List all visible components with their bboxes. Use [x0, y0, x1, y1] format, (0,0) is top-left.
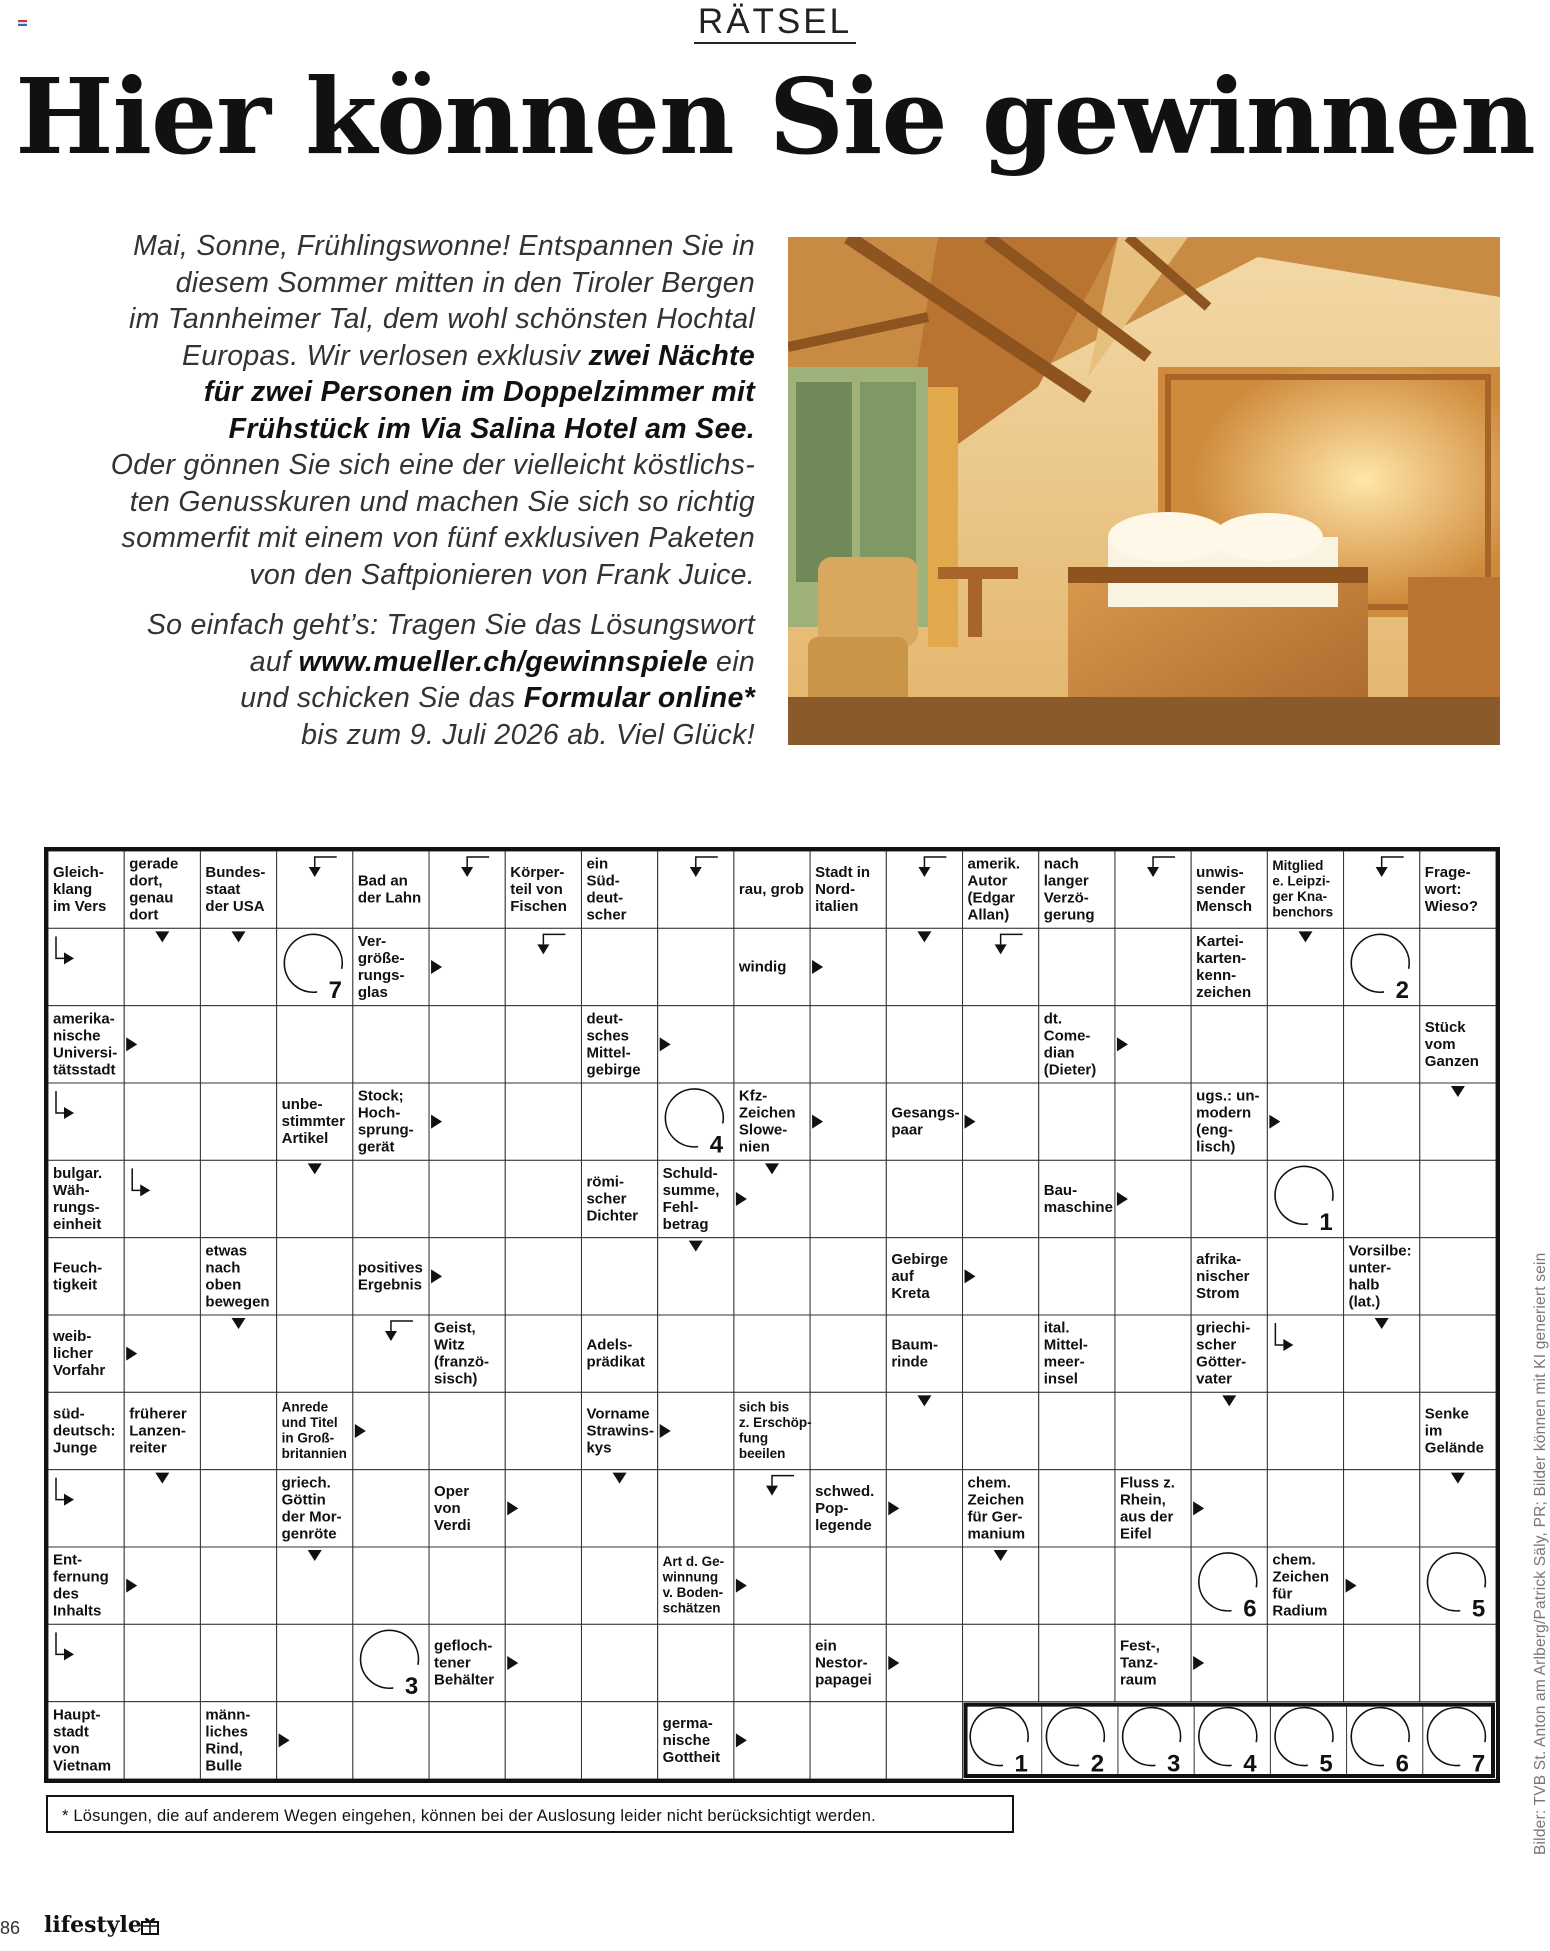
solution-slot-number: 3: [1166, 1750, 1181, 1778]
answer-cell: [505, 1160, 581, 1237]
intro-line: [40, 520, 755, 557]
clue-text: dt. Come-dian (Dieter): [1043, 1010, 1097, 1079]
answer-cell: [581, 1624, 657, 1701]
answer-cell: [353, 1702, 429, 1779]
clue-text: Fest-, Tanz-raum: [1119, 1637, 1160, 1689]
body-text: So einfach geht’s: Tragen Sie das Lösungswort: [146, 609, 755, 641]
answer-cell: [581, 928, 657, 1005]
body-text: ten Genusskuren und machen Sie sich so richtig: [129, 485, 755, 518]
clue-text: germa-nische Gottheit: [662, 1714, 721, 1766]
answer-cell: [886, 1547, 962, 1624]
answer-cell: [1420, 1238, 1496, 1315]
clue-text: geflоch-tener Behälter: [434, 1637, 495, 1689]
answer-cell: [505, 1702, 581, 1779]
clue-text: unwis-sender Mensch: [1196, 864, 1253, 916]
solution-marker-number: 6: [1243, 1595, 1257, 1623]
headline: Hier können Sie gewinnen: [15, 55, 1535, 178]
answer-cell: [277, 1315, 353, 1392]
solution-slot-number: 4: [1243, 1750, 1257, 1778]
clue-text: sich bis z. Erschöp-fung beeilen: [738, 1399, 812, 1461]
clue-text: Mitglied e. Leipzi-ger Kna-benchors: [1272, 858, 1334, 920]
clue-text: Feuch-tigkeit: [53, 1259, 103, 1294]
intro-line: [40, 411, 755, 448]
clue-text: griechi-scher Götter-vater: [1196, 1319, 1251, 1388]
answer-cell: [1039, 1624, 1115, 1701]
clue-text: Schuld-summe, Fehl-betrag: [662, 1165, 720, 1233]
answer-cell: [1344, 1160, 1420, 1237]
answer-cell: [963, 1315, 1039, 1392]
solution-marker-number: 2: [1395, 976, 1409, 1004]
clue-text: Bau-maschine: [1043, 1182, 1113, 1216]
answer-cell: [1344, 1083, 1420, 1160]
answer-cell: [1344, 1392, 1420, 1469]
clue-text: Frage-wort: Wieso?: [1424, 864, 1478, 916]
answer-cell: [1191, 1160, 1267, 1237]
answer-cell: [429, 1160, 505, 1237]
clue-text: Bundes-staat der USA: [205, 864, 266, 916]
clue-text: Körper-teil von Fischen: [510, 864, 567, 916]
answer-cell: [886, 1702, 962, 1779]
clue-text: Art d. Ge-winnung v. Boden-schätzen: [662, 1554, 725, 1616]
answer-cell: [963, 1160, 1039, 1237]
clue-text: chem. Zeichen für Radium: [1272, 1551, 1330, 1620]
clue-text: amerika-nische Universi-tätsstadt: [53, 1010, 118, 1079]
body-text: auf: [249, 645, 299, 678]
clue-text: Ver-größe-rungs-glas: [357, 933, 405, 1001]
answer-cell: [1039, 1083, 1115, 1160]
intro-line: [40, 607, 755, 644]
answer-cell: [1115, 1392, 1191, 1469]
body-text: Mai, Sonne, Frühlingswonne! Entspannen Sie in: [133, 230, 755, 262]
answer-cell: [1420, 1160, 1496, 1237]
clue-text: Gleich-klang im Vers: [53, 864, 107, 916]
intro-line: [40, 680, 755, 717]
answer-cell: [353, 1006, 429, 1083]
answer-cell: [1344, 1470, 1420, 1547]
intro-line: [40, 374, 755, 411]
crossword-grid: [48, 851, 1496, 1779]
clue-text: Vorsilbe: unter-halb (lat.): [1348, 1242, 1412, 1311]
answer-cell: [1115, 1238, 1191, 1315]
answer-cell: [1115, 1315, 1191, 1392]
answer-cell: [1267, 1470, 1343, 1547]
clue-text: Stock; Hoch-sprung-gerät: [357, 1087, 414, 1156]
clue-text: Adels-prädikat: [586, 1336, 645, 1371]
answer-cell: [1420, 928, 1496, 1005]
answer-cell: [429, 1702, 505, 1779]
brand-logo: lifestyle: [44, 1912, 142, 1938]
solution-marker-number: 5: [1471, 1595, 1486, 1623]
clue-text: Bad an der Lahn: [357, 872, 422, 907]
body-text: diesem Sommer mitten in den Tiroler Bergen: [175, 266, 755, 299]
solution-slot-number: 6: [1395, 1750, 1409, 1778]
intro-line: [40, 557, 755, 594]
intro-line: [40, 338, 755, 375]
answer-cell: [200, 1392, 276, 1469]
answer-cell: [200, 1083, 276, 1160]
clue-text: Kfz-Zeichen Slowe-nien: [738, 1087, 796, 1156]
clue-text: Senke im Gelände: [1424, 1405, 1484, 1457]
answer-cell: [48, 1624, 124, 1701]
clue-text: früherer Lanzen-reiter: [129, 1405, 187, 1457]
clue-text: römi-scher Dichter: [586, 1173, 639, 1225]
clue-text: nach langer Verzö-gerung: [1043, 855, 1095, 924]
body-text: von den Saftpionieren von Frank Juice.: [249, 558, 755, 591]
clue-text: afrika-nischer Strom: [1196, 1250, 1250, 1302]
solution-slot-number: 2: [1090, 1750, 1105, 1778]
answer-cell: [1191, 1006, 1267, 1083]
clue-text: gerade dort, genau dort: [129, 855, 179, 924]
clue-text: Stück vom Ganzen: [1424, 1018, 1479, 1070]
clue-text: windig: [738, 958, 787, 976]
highlight-text: Formular online*: [523, 682, 755, 714]
answer-cell: [1039, 1470, 1115, 1547]
clue-text: amerik. Autor (Edgar Allan): [967, 855, 1021, 924]
clue-text: Anrede und Titel in Groß-britannien: [281, 1399, 347, 1461]
answer-cell: [277, 1624, 353, 1701]
answer-cell: [505, 1392, 581, 1469]
highlight-text: zwei Nächte: [588, 339, 755, 372]
gift-icon: [140, 1916, 160, 1936]
answer-cell: [734, 1315, 810, 1392]
answer-cell: [505, 1083, 581, 1160]
answer-cell: [1344, 1624, 1420, 1701]
answer-cell: [658, 1624, 734, 1701]
intro-line: [40, 447, 755, 484]
answer-cell: [810, 1006, 886, 1083]
answer-cell: [353, 1547, 429, 1624]
intro-line: [40, 301, 755, 338]
clue-text: Geist, Witz (franzö-sisch): [434, 1319, 490, 1388]
highlight-text: für zwei Personen im Doppelzimmer mit: [203, 376, 755, 408]
answer-cell: [353, 1160, 429, 1237]
body-text: ein: [707, 645, 755, 678]
answer-cell: [1039, 1547, 1115, 1624]
answer-cell: [734, 1006, 810, 1083]
solution-slot-number: 7: [1471, 1750, 1486, 1778]
answer-cell: [200, 1160, 276, 1237]
footnote: * Lösungen, die auf anderem Wegen eingehen, können bei der Auslosung leider nicht berücksichtigt werden.: [46, 1795, 1014, 1833]
intro-line: [40, 228, 755, 265]
clue-text: Fluss z. Rhein, aus der Eifel: [1119, 1474, 1175, 1543]
solution-marker-number: 7: [328, 976, 343, 1004]
answer-cell: [200, 1006, 276, 1083]
intro-line: [40, 644, 755, 681]
answer-cell: [963, 1006, 1039, 1083]
answer-cell: [1115, 928, 1191, 1005]
answer-cell: [124, 1702, 200, 1779]
solution-slot-number: 1: [1014, 1750, 1028, 1778]
answer-cell: [734, 1624, 810, 1701]
answer-cell: [963, 1392, 1039, 1469]
answer-cell: [1267, 1238, 1343, 1315]
solution-marker-number: 3: [404, 1672, 419, 1700]
page-number: 86: [0, 1918, 21, 1938]
body-text: bis zum 9. Juli 2026 ab. Viel Glück!: [301, 718, 755, 751]
clue-text: Oper von Verdi: [434, 1482, 471, 1534]
intro-line: [40, 484, 755, 521]
answer-cell: [200, 1547, 276, 1624]
clue-text: griech. Göttin der Mor-genröte: [281, 1474, 342, 1543]
answer-cell: [658, 1315, 734, 1392]
clue-text: schwed. Pop-legende: [815, 1482, 875, 1534]
answer-cell: [658, 928, 734, 1005]
answer-cell: [505, 1006, 581, 1083]
answer-cell: [963, 1624, 1039, 1701]
answer-cell: [810, 1238, 886, 1315]
intro-line: [40, 717, 755, 754]
answer-cell: [734, 1238, 810, 1315]
answer-cell: [658, 1470, 734, 1547]
instructions-paragraph: [40, 607, 755, 753]
body-text: und schicken Sie das: [240, 682, 524, 714]
clue-text: Baum-rinde: [891, 1336, 938, 1371]
clue-text: süd-deutsch: Junge: [53, 1405, 116, 1457]
clue-text: Stadt in Nord-italien: [815, 864, 871, 916]
answer-cell: [200, 1624, 276, 1701]
answer-cell: [1039, 928, 1115, 1005]
answer-cell: [48, 928, 124, 1005]
answer-cell: [353, 1470, 429, 1547]
clue-text: Vorname Strawins-kys: [586, 1405, 654, 1457]
answer-cell: [277, 1006, 353, 1083]
answer-cell: [429, 1547, 505, 1624]
answer-cell: [505, 1547, 581, 1624]
answer-cell: [810, 1702, 886, 1779]
answer-cell: [124, 1238, 200, 1315]
crossword-puzzle: [44, 847, 1500, 1783]
solution-marker-number: 1: [1319, 1208, 1333, 1236]
highlight-text: Frühstück im Via Salina Hotel am See.: [228, 412, 755, 445]
answer-cell: [1267, 1392, 1343, 1469]
answer-cell: [505, 1315, 581, 1392]
answer-cell: [200, 1470, 276, 1547]
answer-cell: [1344, 1006, 1420, 1083]
body-text: sommerfit mit einem von fünf exklusiven Paketen: [121, 522, 755, 554]
answer-cell: [1267, 1006, 1343, 1083]
answer-cell: [1420, 1624, 1496, 1701]
clue-text: Haupt-stadt von Vietnam: [53, 1706, 112, 1775]
intro-line: [40, 265, 755, 302]
body-text: Europas. Wir verlosen exklusiv: [181, 339, 589, 372]
answer-cell: [1039, 1238, 1115, 1315]
clue-text: Gesangs-paar: [891, 1104, 960, 1139]
answer-cell: [810, 1315, 886, 1392]
clue-text: etwas nach oben bewegen: [205, 1242, 270, 1311]
clue-text: ein Süd-deut-scher: [586, 855, 627, 924]
answer-cell: [1420, 1315, 1496, 1392]
answer-cell: [810, 1547, 886, 1624]
answer-cell: [581, 1702, 657, 1779]
clue-text: Gebirge auf Kreta: [891, 1250, 949, 1302]
clue-text: männ-liches Rind, Bulle: [205, 1706, 251, 1775]
answer-cell: [429, 1392, 505, 1469]
highlight-text: www.mueller.ch/gewinnspiele: [298, 645, 708, 678]
clue-text: unbe-stimmter Artikel: [281, 1096, 345, 1148]
answer-cell: [581, 1083, 657, 1160]
clue-text: ein Nestor-papagei: [815, 1637, 872, 1689]
answer-cell: [1267, 1624, 1343, 1701]
answer-cell: [124, 1083, 200, 1160]
answer-cell: [886, 1160, 962, 1237]
solution-marker-number: 4: [709, 1131, 724, 1159]
answer-cell: [1039, 1392, 1115, 1469]
clue-text: Ent-fernung des Inhalts: [53, 1551, 109, 1620]
clue-text: bulgar. Wäh-rungs-einheit: [53, 1165, 103, 1233]
answer-cell: [581, 1547, 657, 1624]
clue-text: weib-licher Vorfahr: [53, 1328, 106, 1380]
answer-cell: [581, 1238, 657, 1315]
hotel-room-photo: [788, 237, 1500, 745]
clue-text: chem. Zeichen für Ger-manium: [967, 1474, 1026, 1543]
answer-cell: [48, 1470, 124, 1547]
clue-text: ugs.: un-modern (eng-lisch): [1196, 1087, 1260, 1156]
clue-text: deut-sches Mittel-gebirge: [586, 1010, 641, 1079]
clue-text: ital. Mittel-meer-insel: [1043, 1319, 1088, 1388]
clue-text: Kartei-karten-kenn-zeichen: [1196, 933, 1252, 1001]
answer-cell: [429, 1006, 505, 1083]
answer-cell: [1115, 1083, 1191, 1160]
answer-cell: [886, 1006, 962, 1083]
answer-cell: [1267, 1315, 1343, 1392]
clue-text: positives Ergebnis: [357, 1259, 423, 1294]
answer-cell: [810, 1160, 886, 1237]
answer-cell: [505, 1238, 581, 1315]
answer-cell: [124, 1624, 200, 1701]
section-label: RÄTSEL: [0, 2, 1550, 42]
answer-cell: [810, 1392, 886, 1469]
intro-paragraph: [40, 228, 755, 593]
answer-cell: [1115, 1547, 1191, 1624]
answer-cell: [277, 1238, 353, 1315]
answer-cell: [48, 1083, 124, 1160]
body-text: im Tannheimer Tal, dem wohl schönsten Hochtal: [128, 303, 755, 335]
photo-credit: Bilder: TVB St. Anton am Arlberg/Patrick Säly, PR; Bilder können mit KI generiert sein: [1532, 1252, 1549, 1855]
answer-cell: [124, 1160, 200, 1237]
body-text: Oder gönnen Sie sich eine der vielleicht köstlichs-: [110, 449, 755, 481]
solution-slot-number: 5: [1319, 1750, 1333, 1778]
clue-text: rau, grob: [738, 881, 804, 899]
